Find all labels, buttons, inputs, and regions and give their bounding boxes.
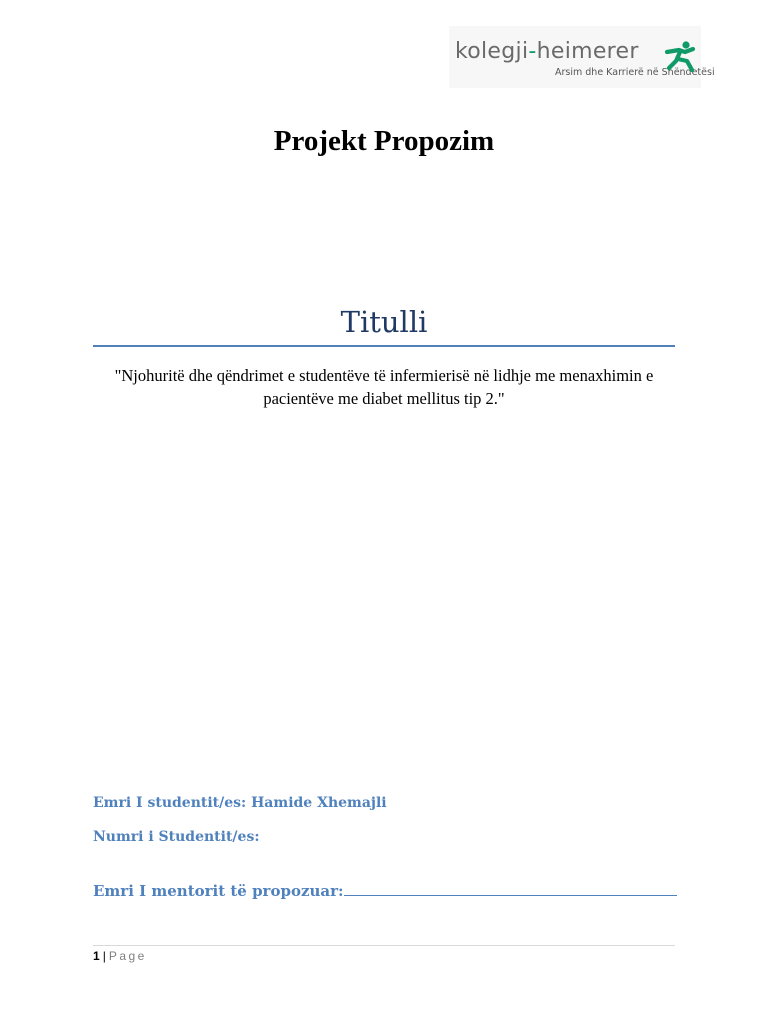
student-number-label: Numri i Studentit/es: <box>93 829 260 845</box>
heading-divider <box>93 345 675 347</box>
mentor-label: Emri I mentorit të propozuar: <box>93 882 344 900</box>
student-name-field <box>93 795 387 811</box>
project-title-text: "Njohuritë dhe qëndrimet e studentëve të infermierisë në lidhje me menaxhimin e pacientëve me diabet mellitus tip 2." <box>114 366 654 408</box>
section-heading: Titulli <box>340 305 428 339</box>
logo-tagline: Arsim dhe Karrierë në Shëndetësi <box>555 67 715 78</box>
college-logo <box>449 26 715 88</box>
page-number: 1 <box>93 949 100 963</box>
student-name-value: Hamide Xhemajli <box>251 795 387 811</box>
footer-separator: | <box>102 949 106 963</box>
logo-wordmark <box>455 41 639 63</box>
logo-word-part1: kolegji <box>455 39 529 64</box>
mentor-field <box>93 881 677 900</box>
logo-word-dash: - <box>528 39 537 64</box>
logo-word-part2: heimerer <box>536 39 639 64</box>
mentor-blank-line <box>344 881 677 896</box>
footer-divider <box>93 945 675 946</box>
document-title: Projekt Propozim <box>273 125 495 157</box>
student-name-label: Emri I studentit/es: <box>93 795 247 811</box>
page-label: Page <box>108 949 147 963</box>
page-footer <box>93 949 147 963</box>
student-number-field <box>93 829 260 845</box>
logo-figure-icon <box>663 40 697 72</box>
